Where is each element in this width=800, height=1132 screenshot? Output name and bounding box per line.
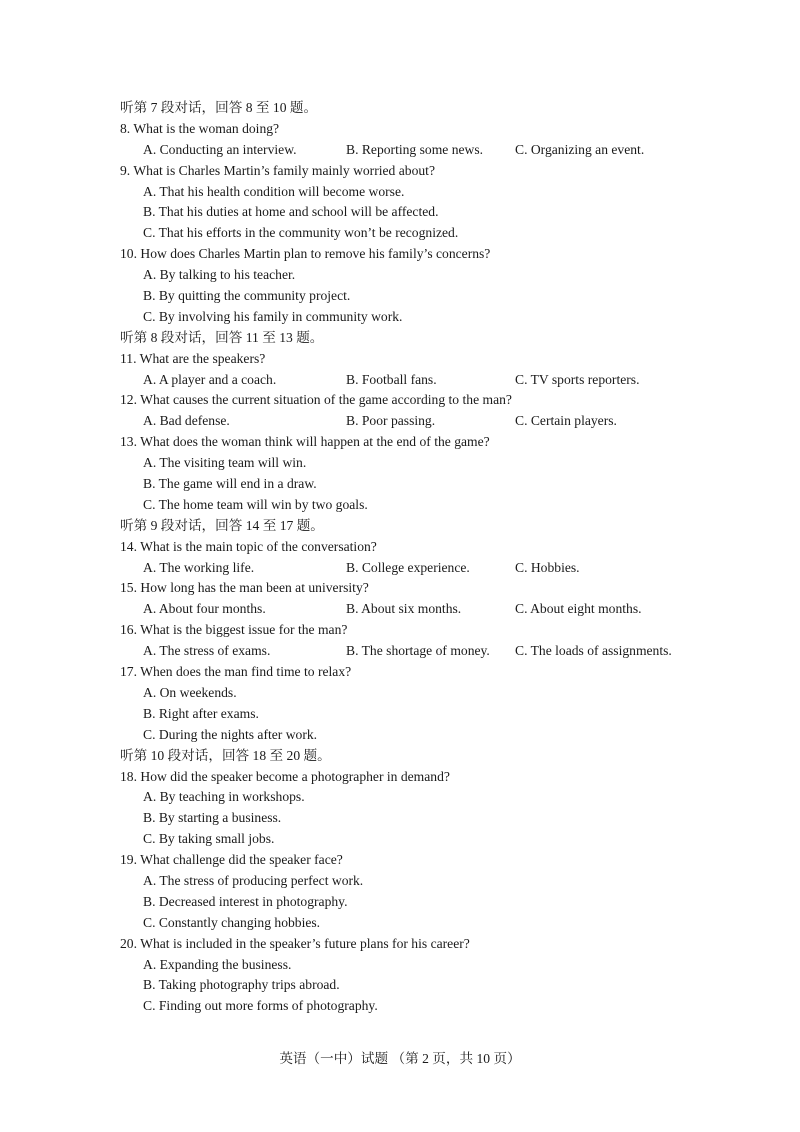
option-12a[interactable]: A. Bad defense. xyxy=(143,413,230,429)
options-12 xyxy=(120,411,720,432)
option-11a[interactable]: A. A player and a coach. xyxy=(143,371,277,387)
option-20b[interactable]: B. Taking photography trips abroad. xyxy=(143,977,340,993)
option-11b[interactable]: B. Football fans. xyxy=(346,371,437,387)
question-8: 8. What is the woman doing? xyxy=(120,120,280,136)
option-8b[interactable]: B. Reporting some news. xyxy=(346,141,484,157)
option-17b[interactable]: B. Right after exams. xyxy=(143,705,259,721)
option-16c[interactable]: C. The loads of assignments. xyxy=(515,643,672,659)
page-footer: 英语（一中）试题 （第 2 页，共 10 页） xyxy=(279,1051,521,1066)
option-16b[interactable]: B. The shortage of money. xyxy=(346,643,490,659)
question-11: 11. What are the speakers? xyxy=(120,350,266,366)
option-9c[interactable]: C. That his efforts in the community won’t be recognized. xyxy=(143,225,459,241)
question-12: 12. What causes the current situation of the game according to the man? xyxy=(120,392,512,408)
option-19a[interactable]: A. The stress of producing perfect work. xyxy=(143,872,364,888)
option-15b[interactable]: B. About six months. xyxy=(346,601,462,617)
question-13: 13. What does the woman think will happen at the end of the game? xyxy=(120,434,490,450)
question-10: 10. How does Charles Martin plan to remove his family’s concerns? xyxy=(120,246,491,262)
option-18c[interactable]: C. By taking small jobs. xyxy=(143,831,275,847)
option-17c[interactable]: C. During the nights after work. xyxy=(143,726,318,742)
question-16: 16. What is the biggest issue for the man? xyxy=(120,622,348,638)
options-8 xyxy=(120,140,720,161)
option-14a[interactable]: A. The working life. xyxy=(143,559,255,575)
option-10b[interactable]: B. By quitting the community project. xyxy=(143,288,351,304)
options-15 xyxy=(120,599,720,620)
section-header-9: 听第 9 段对话，回答 14 至 17 题。 xyxy=(120,517,324,533)
option-8a[interactable]: A. Conducting an interview. xyxy=(143,141,297,157)
option-19b[interactable]: B. Decreased interest in photography. xyxy=(143,893,348,909)
options-14 xyxy=(120,558,720,579)
question-9: 9. What is Charles Martin’s family mainly worried about? xyxy=(120,162,435,178)
option-9a[interactable]: A. That his health condition will become worse. xyxy=(143,183,405,199)
section-header-10: 听第 10 段对话，回答 18 至 20 题。 xyxy=(120,747,331,763)
option-11c[interactable]: C. TV sports reporters. xyxy=(515,371,640,387)
question-19: 19. What challenge did the speaker face? xyxy=(120,852,343,868)
option-15c[interactable]: C. About eight months. xyxy=(515,601,642,617)
options-11 xyxy=(120,370,720,391)
question-14: 14. What is the main topic of the conversation? xyxy=(120,538,377,554)
question-20: 20. What is included in the speaker’s future plans for his career? xyxy=(120,935,470,951)
option-18a[interactable]: A. By teaching in workshops. xyxy=(143,789,305,805)
options-16 xyxy=(120,641,720,662)
option-13c[interactable]: C. The home team will win by two goals. xyxy=(143,496,368,512)
question-17: 17. When does the man find time to relax? xyxy=(120,664,352,680)
option-13b[interactable]: B. The game will end in a draw. xyxy=(143,476,317,492)
option-14b[interactable]: B. College experience. xyxy=(346,559,470,575)
option-10a[interactable]: A. By talking to his teacher. xyxy=(143,267,296,283)
option-18b[interactable]: B. By starting a business. xyxy=(143,810,282,826)
option-10c[interactable]: C. By involving his family in community work. xyxy=(143,308,403,324)
option-12c[interactable]: C. Certain players. xyxy=(515,413,617,429)
option-19c[interactable]: C. Constantly changing hobbies. xyxy=(143,914,321,930)
option-14c[interactable]: C. Hobbies. xyxy=(515,559,580,575)
option-20a[interactable]: A. Expanding the business. xyxy=(143,956,292,972)
option-17a[interactable]: A. On weekends. xyxy=(143,684,237,700)
listening-section xyxy=(120,98,720,1017)
option-20c[interactable]: C. Finding out more forms of photography. xyxy=(143,998,378,1014)
question-15: 15. How long has the man been at university? xyxy=(120,580,369,596)
option-13a[interactable]: A. The visiting team will win. xyxy=(143,455,307,471)
option-15a[interactable]: A. About four months. xyxy=(143,601,266,617)
option-12b[interactable]: B. Poor passing. xyxy=(346,413,436,429)
question-18: 18. How did the speaker become a photographer in demand? xyxy=(120,768,450,784)
section-header-7: 听第 7 段对话，回答 8 至 10 题。 xyxy=(120,100,318,115)
option-16a[interactable]: A. The stress of exams. xyxy=(143,643,271,659)
option-9b[interactable]: B. That his duties at home and school will be affected. xyxy=(143,204,439,220)
option-8c[interactable]: C. Organizing an event. xyxy=(515,141,645,157)
section-header-8: 听第 8 段对话，回答 11 至 13 题。 xyxy=(120,329,324,345)
